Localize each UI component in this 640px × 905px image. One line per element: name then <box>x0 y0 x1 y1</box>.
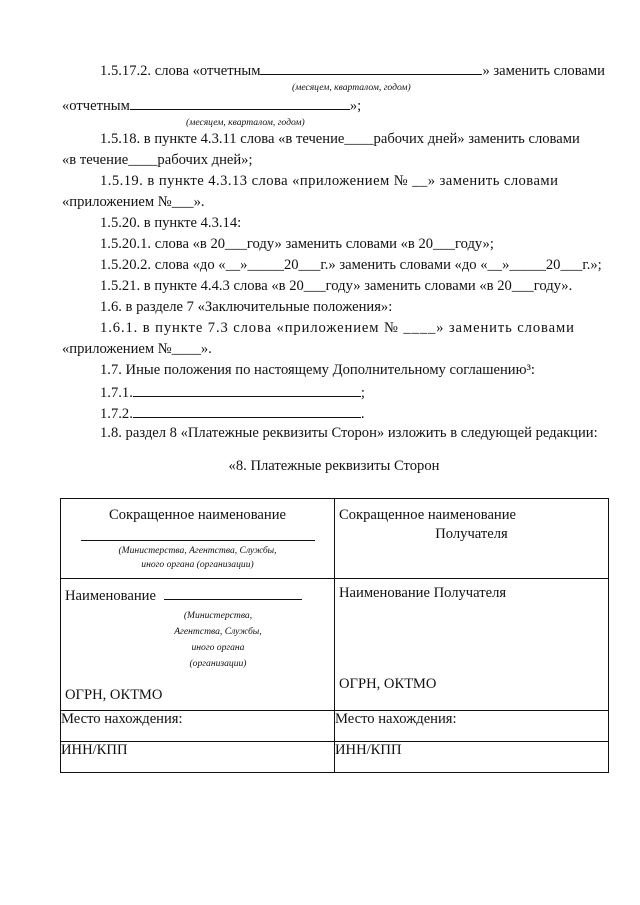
cell-text: Наименование <box>65 588 156 604</box>
blank-field <box>130 95 350 110</box>
short-name-cell <box>61 499 335 579</box>
blank-field <box>164 585 302 600</box>
recipient-location-cell: Место нахождения: <box>335 711 609 742</box>
clause-1-5-19-cont: «приложением №___». <box>62 194 205 210</box>
clause-1-6-1: 1.6.1. в пункте 7.3 слова «приложением № ____» заменить словами <box>100 320 575 336</box>
cell-text: ОГРН, ОКТМО <box>65 687 163 703</box>
recipient-inn-kpp-cell: ИНН/КПП <box>335 742 609 773</box>
hint: иного органа <box>191 642 245 653</box>
hint-period: (месяцем, кварталом, годом) <box>186 117 305 128</box>
cell-text: Сокращенное наименование <box>108 507 287 523</box>
location-cell: Место нахождения: <box>61 711 335 742</box>
blank-field <box>260 60 482 75</box>
clause-continuation: «отчетным »; <box>62 95 361 115</box>
clause-1-6-1-cont: «приложением №____». <box>62 341 212 357</box>
hint: (Министерства, Агентства, Службы, <box>118 545 277 556</box>
name-cell <box>61 579 335 711</box>
cell-text: Получателя <box>435 526 508 542</box>
cell-text: ОГРН, ОКТМО <box>339 676 437 692</box>
clause-1-7-1: 1.7.1. ; <box>100 382 365 402</box>
clause-1-6: 1.6. в разделе 7 «Заключительные положения»: <box>100 299 393 315</box>
section-title: «8. Платежные реквизиты Сторон <box>228 458 440 474</box>
recipient-name-cell <box>335 579 609 711</box>
hint: иного органа (организации) <box>141 559 254 570</box>
clause-1-8: 1.8. раздел 8 «Платежные реквизиты Сторон» изложить в следующей редакции: <box>100 425 598 441</box>
blank-field <box>133 382 361 397</box>
clause-1-5-18: 1.5.18. в пункте 4.3.11 слова «в течение____рабочих дней» заменить словами <box>100 131 580 147</box>
hint: (Министерства, <box>183 610 253 621</box>
inn-kpp-cell: ИНН/КПП <box>61 742 335 773</box>
clause-1-5-17-2: 1.5.17.2. слова «отчетным » заменить словами <box>100 60 605 80</box>
table-row <box>61 742 609 773</box>
clause-1-7-2: 1.7.2. . <box>100 403 365 423</box>
hint-period: (месяцем, кварталом, годом) <box>292 82 411 93</box>
clause-1-5-21: 1.5.21. в пункте 4.4.3 слова «в 20___году» заменить словами «в 20___году». <box>100 278 573 294</box>
table-row <box>61 499 609 579</box>
clause-1-5-20-2: 1.5.20.2. слова «до «__»_____20___г.» заменить словами «до «__»_____20___г.»; <box>100 257 602 273</box>
clause-1-7: 1.7. Иные положения по настоящему Дополнительному соглашению³: <box>100 362 535 378</box>
recipient-short-name-cell <box>335 499 609 579</box>
cell-text: Наименование Получателя <box>339 585 507 601</box>
table-row <box>61 579 609 711</box>
clause-1-5-20-1: 1.5.20.1. слова «в 20___году» заменить словами «в 20___году»; <box>100 236 494 252</box>
blank-field <box>133 403 361 418</box>
blank-field <box>81 540 315 541</box>
requisites-table <box>60 498 609 773</box>
clause-1-5-20: 1.5.20. в пункте 4.3.14: <box>100 215 242 231</box>
clause-1-5-18-cont: «в течение____рабочих дней»; <box>62 152 253 168</box>
clause-1-5-19: 1.5.19. в пункте 4.3.13 слова «приложением № __» заменить словами <box>100 173 559 189</box>
hint: (организации) <box>189 658 247 669</box>
table-row <box>61 711 609 742</box>
hint: Агентства, Службы, <box>174 626 262 637</box>
cell-text: Сокращенное наименование <box>339 507 517 523</box>
